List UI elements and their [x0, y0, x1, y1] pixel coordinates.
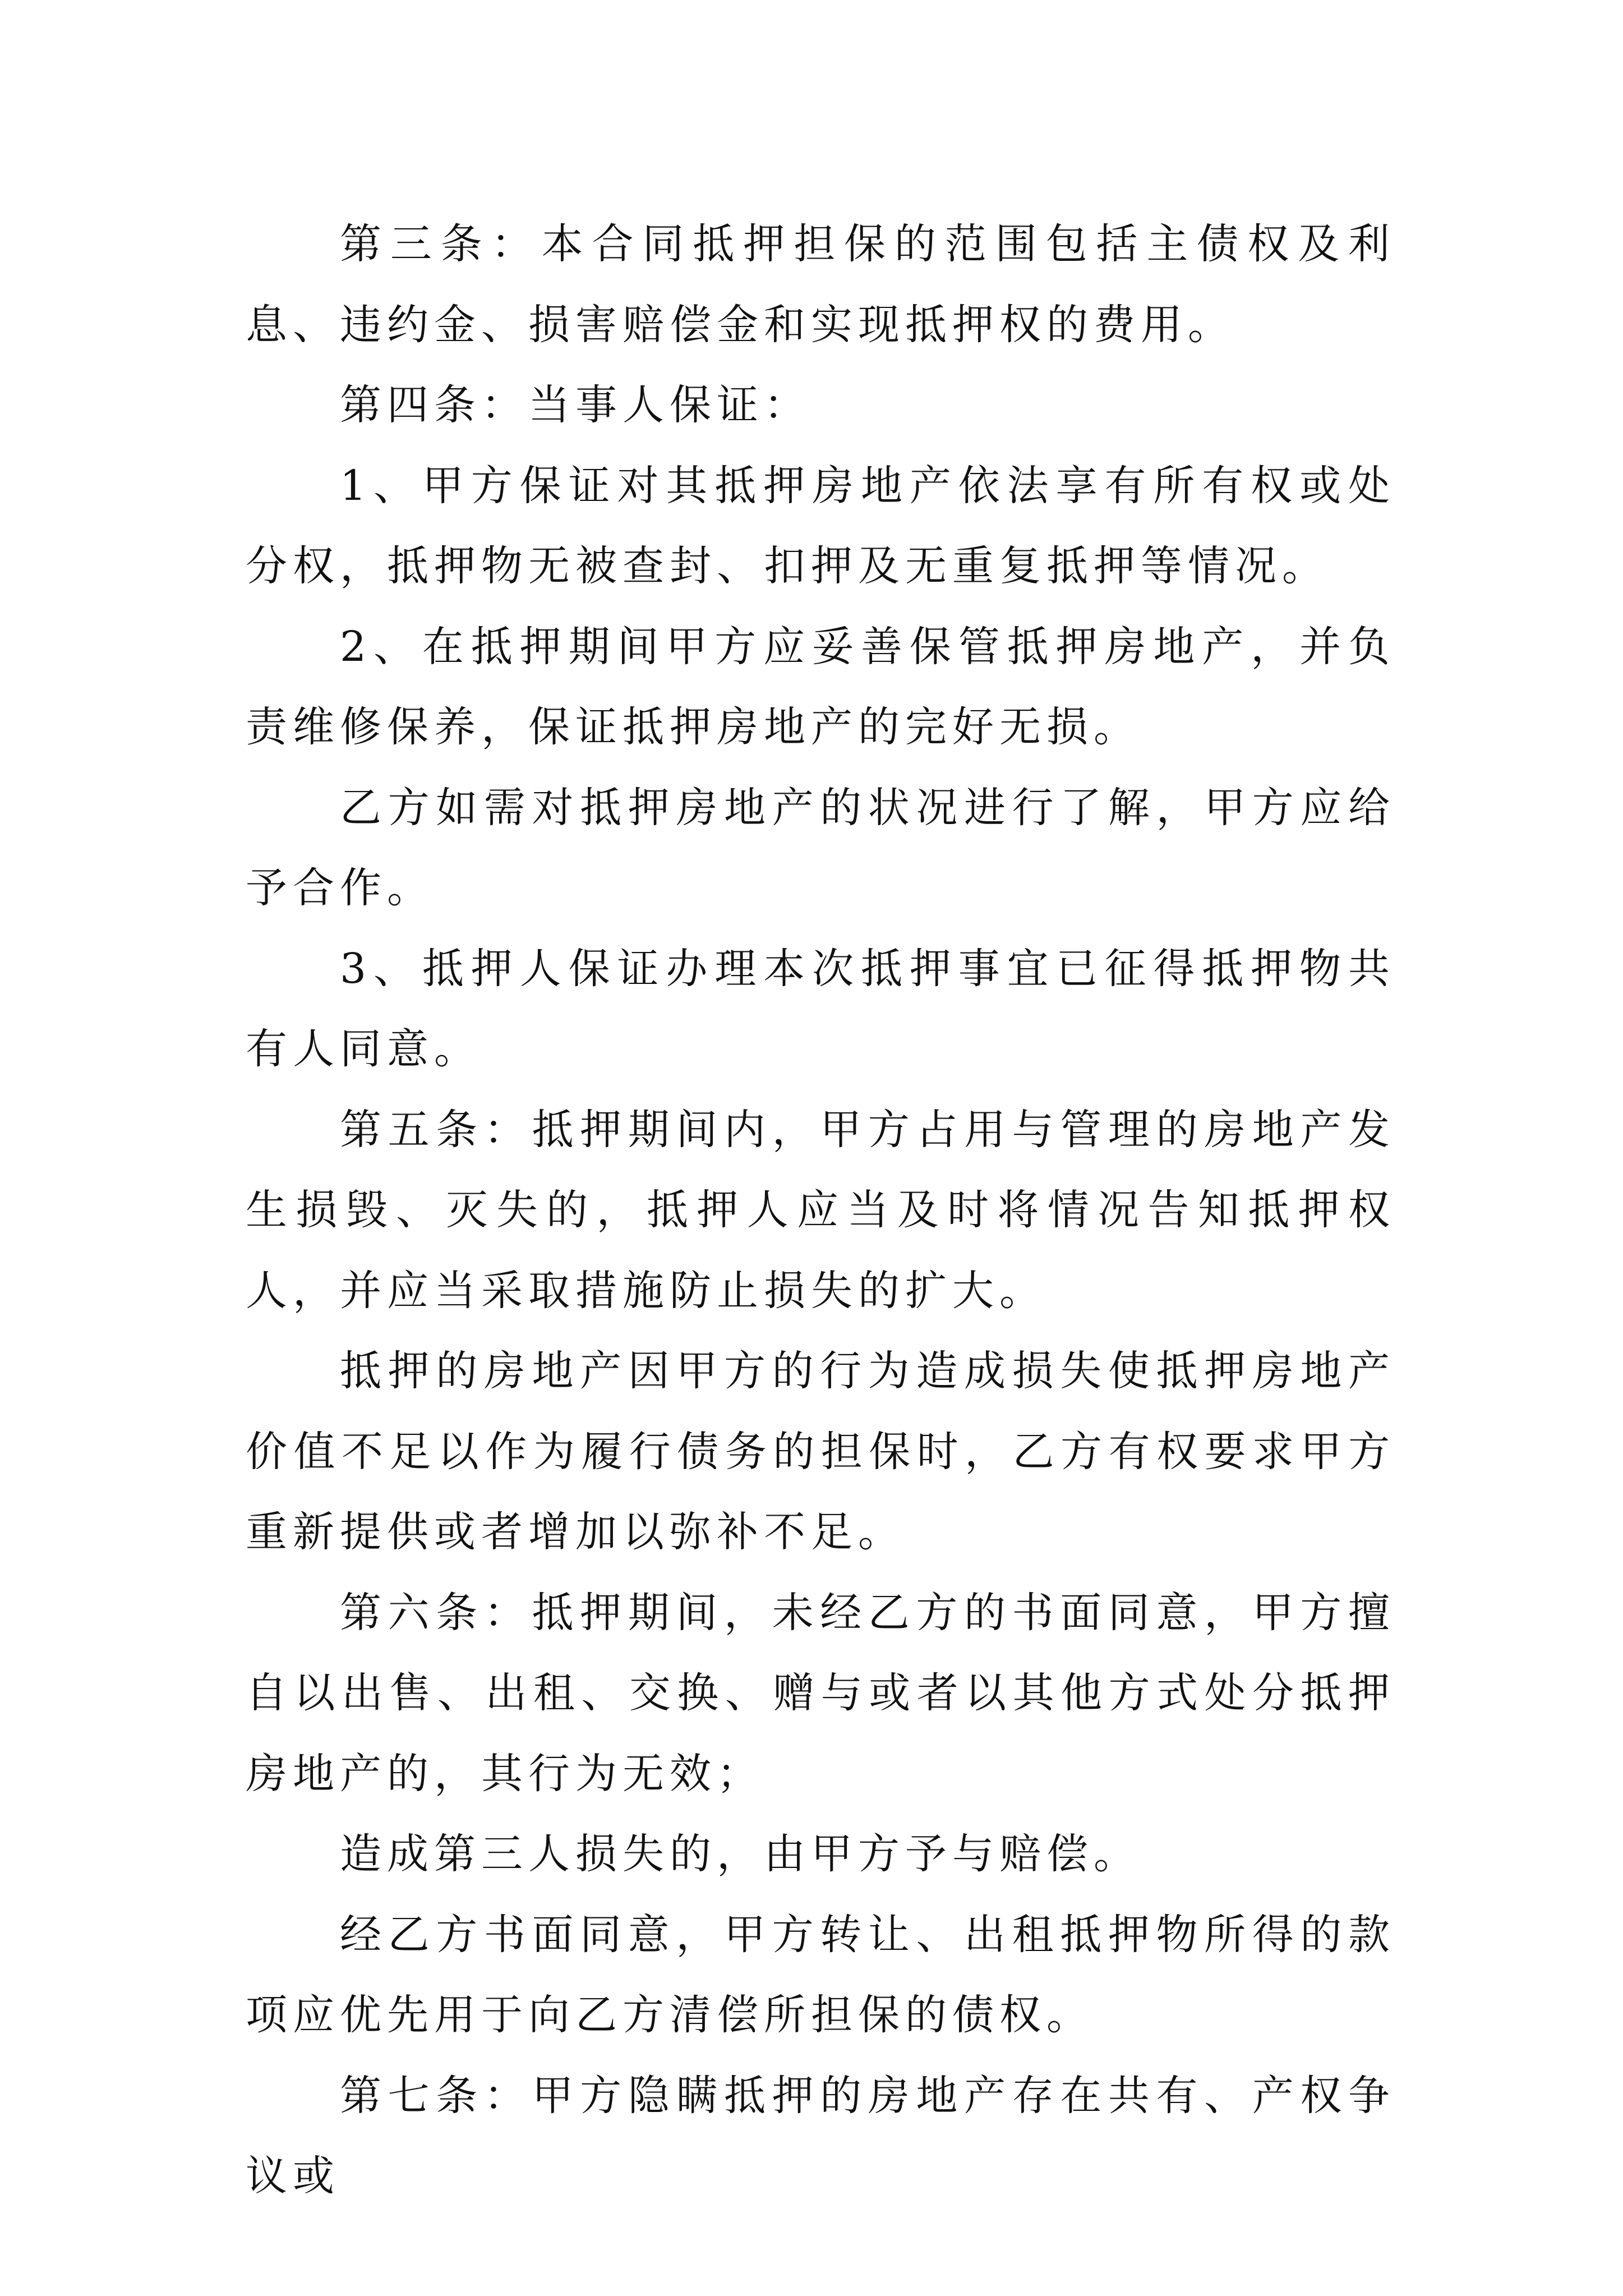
paragraph-article-7: 第七条：甲方隐瞒抵押的房地产存在共有、产权争议或: [246, 2071, 1395, 2200]
paragraph-article-5: 第五条：抵押期间内，甲方占用与管理的房地产发生损毁、灭失的，抵押人应当及时将情况告知抵押权人，并应当采取措施防止损失的扩大。: [246, 1105, 1395, 1315]
paragraph-article-6: 第六条：抵押期间，未经乙方的书面同意，甲方擅自以出售、出租、交换、赠与或者以其他方式处分抵押房地产的，其行为无效；: [246, 1588, 1395, 1798]
paragraph-guarantee-3: 3、抵押人保证办理本次抵押事宜已征得抵押物共有人同意。: [246, 944, 1395, 1073]
paragraph-value-shortfall: 抵押的房地产因甲方的行为造成损失使抵押房地产价值不足以作为履行债务的担保时，乙方有权要求甲方重新提供或者增加以弥补不足。: [246, 1347, 1395, 1556]
paragraph-guarantee-1: 1、甲方保证对其抵押房地产依法享有所有权或处分权，抵押物无被查封、扣押及无重复抵押等情况。: [246, 461, 1395, 590]
paragraph-article-3: 第三条：本合同抵押担保的范围包括主债权及利息、违约金、损害赔偿金和实现抵押权的费用。: [246, 220, 1395, 349]
paragraph-article-4: 第四条：当事人保证：: [340, 381, 811, 429]
paragraph-guarantee-2: 2、在抵押期间甲方应妥善保管抵押房地产，并负责维修保养，保证抵押房地产的完好无损。: [246, 622, 1395, 751]
paragraph-inspection: 乙方如需对抵押房地产的状况进行了解，甲方应给予合作。: [246, 783, 1395, 912]
document-body: [246, 204, 1395, 2217]
paragraph-proceeds: 经乙方书面同意，甲方转让、出租抵押物所得的款项应优先用于向乙方清偿所担保的债权。: [246, 1910, 1395, 2039]
paragraph-third-party-loss: 造成第三人损失的，由甲方予与赔偿。: [340, 1830, 1141, 1878]
